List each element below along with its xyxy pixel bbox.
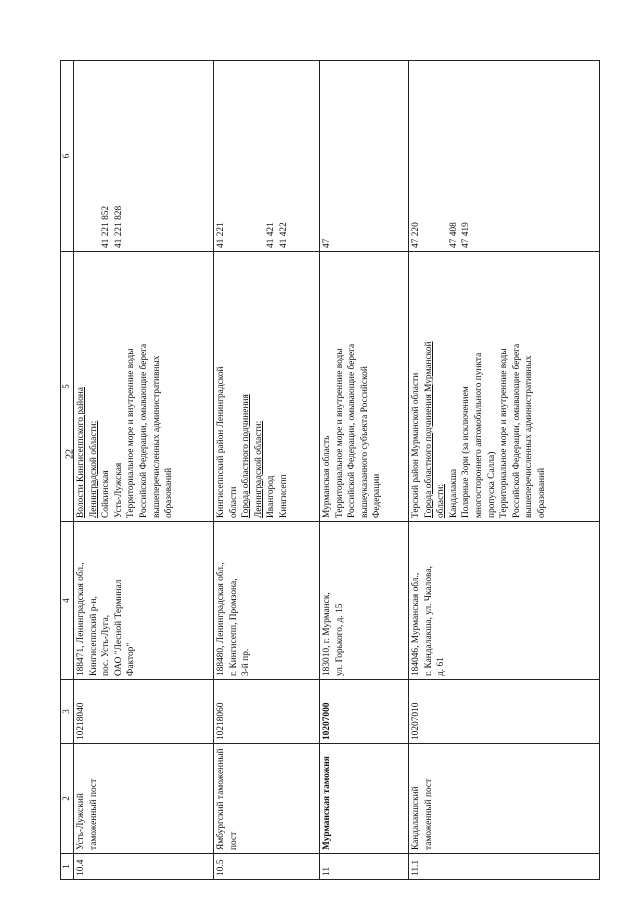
okato-code: 41 422 [278, 222, 289, 248]
table-row [213, 61, 319, 880]
territory-item: Территориальное море и внутренние воды [334, 348, 345, 518]
address-line: 183010, г. Мурманск, [321, 592, 332, 676]
territory-item: пропуска Салла) [486, 451, 497, 518]
address-line: Кингисеппский р-н, [88, 596, 99, 676]
okato-code: 41 221 [215, 222, 226, 248]
territory-item: Терский район Мурманской области [411, 372, 421, 518]
customs-office-name: Кандалакшский таможенный пост [409, 744, 600, 854]
okato-code: 47 220 [411, 222, 421, 248]
territory-item: области: [436, 484, 447, 518]
column-header: 4 [61, 522, 74, 680]
customs-office-address [319, 522, 408, 680]
customs-table [60, 60, 600, 880]
table-row [409, 61, 600, 880]
territory-item: Ивангород [266, 475, 277, 518]
column-header: 6 [61, 61, 74, 252]
territory-item: Российской Федерации, омывающие берега [511, 343, 522, 518]
customs-office-code: 10207010 [409, 680, 600, 744]
territory-item: Кингисеппский район Ленинградской [215, 366, 226, 518]
row-number: 10.4 [74, 854, 214, 880]
territory-item: Территориальное море и внутренние воды [126, 348, 137, 518]
territory-item: Кандалакша [448, 468, 459, 518]
territory-item: многостороннего автомобильного пункта [473, 352, 484, 518]
territory-item: Города областного подчинения Мурманской [423, 341, 434, 518]
blank-line [228, 64, 241, 248]
customs-office-code: 10207000 [319, 680, 408, 744]
territory-item: Российской Федерации, омывающие берега [138, 343, 149, 518]
customs-office-address [409, 522, 600, 680]
blank-line [240, 64, 253, 248]
column-header: 5 [61, 252, 74, 522]
territory-list [213, 252, 319, 522]
customs-office-code: 10218060 [213, 680, 319, 744]
blank-line [435, 64, 448, 248]
address-line: 184046, Мурманская обл., [411, 572, 421, 676]
customs-office-address [213, 522, 319, 680]
okato-code: 41 421 [266, 222, 277, 248]
territory-item: Города областного подчинения [241, 394, 252, 518]
territory-item: Ленинградской области: [88, 420, 99, 518]
territory-list [74, 252, 214, 522]
territory-item: области [228, 486, 239, 518]
territory-item: Территориальное море и внутренние воды [499, 348, 510, 518]
address-line: г. Кандалакша, ул. Чкалова, [423, 566, 434, 676]
okato-codes [213, 61, 319, 252]
column-header: 2 [61, 744, 74, 854]
address-line: Фактор" [126, 642, 137, 676]
address-line: 188471, Ленинградская обл., [76, 562, 86, 676]
territory-item: вышеуказанного субъекта Российской [359, 366, 370, 518]
row-number: 11.1 [409, 854, 600, 880]
address-line: 188480, Ленинградская обл., [215, 562, 226, 676]
okato-code: 47 408 [448, 222, 459, 248]
territory-item: образований [164, 467, 175, 518]
okato-code: 47 419 [461, 222, 472, 248]
territory-item: вышеперечисленных административных [151, 355, 162, 518]
address-line: 3-й пр. [241, 648, 252, 676]
row-number: 10.5 [213, 854, 319, 880]
territory-item: Сойкинская [101, 470, 112, 518]
territory-item: Российской Федерации, омывающие берега [347, 343, 358, 518]
okato-codes [409, 61, 600, 252]
blank-line [75, 64, 88, 248]
territory-item: Ленинградской области: [253, 420, 264, 518]
okato-code: 41 221 852 [101, 205, 112, 248]
territory-item: вышеперечисленных административных [524, 355, 535, 518]
okato-code: 47 [321, 238, 332, 248]
table-row [74, 61, 214, 880]
address-line: д. 61 [436, 657, 447, 676]
blank-line [253, 64, 266, 248]
territory-list [409, 252, 600, 522]
blank-line [423, 64, 436, 248]
okato-codes [74, 61, 214, 252]
customs-office-name: Ямбургский таможенный пост [213, 744, 319, 854]
territory-item: Федерации [372, 473, 383, 518]
territory-list [319, 252, 408, 522]
table [60, 60, 600, 880]
table-row [319, 61, 408, 880]
address-line: г. Кингисепп, Промзона, [228, 578, 239, 676]
page-number: 22 [64, 449, 76, 459]
column-header: 1 [61, 854, 74, 880]
customs-office-code: 10218040 [74, 680, 214, 744]
territory-item: Усть-Лужская [113, 462, 124, 518]
territory-item: Кингисепп [278, 474, 289, 518]
header-row [61, 61, 74, 880]
address-line: пос. Усть-Луга, [101, 614, 112, 676]
address-line: ОАО "Лесной Терминал [113, 579, 124, 676]
customs-office-address [74, 522, 214, 680]
column-header: 3 [61, 680, 74, 744]
territory-item: Мурманская область [321, 435, 332, 518]
okato-codes [319, 61, 408, 252]
customs-office-name: Усть-Лужский таможенный пост [74, 744, 214, 854]
customs-office-name: Мурманская таможня [319, 744, 408, 854]
territory-item: образований [536, 467, 547, 518]
blank-line [88, 64, 101, 248]
territory-item: Волости Кингисеппского района [76, 387, 86, 518]
address-line: ул. Горького, д. 15 [334, 603, 345, 676]
okato-code: 41 221 828 [113, 205, 124, 248]
row-number: 11 [319, 854, 408, 880]
territory-item: Полярные Зори (за исключением [461, 386, 472, 518]
